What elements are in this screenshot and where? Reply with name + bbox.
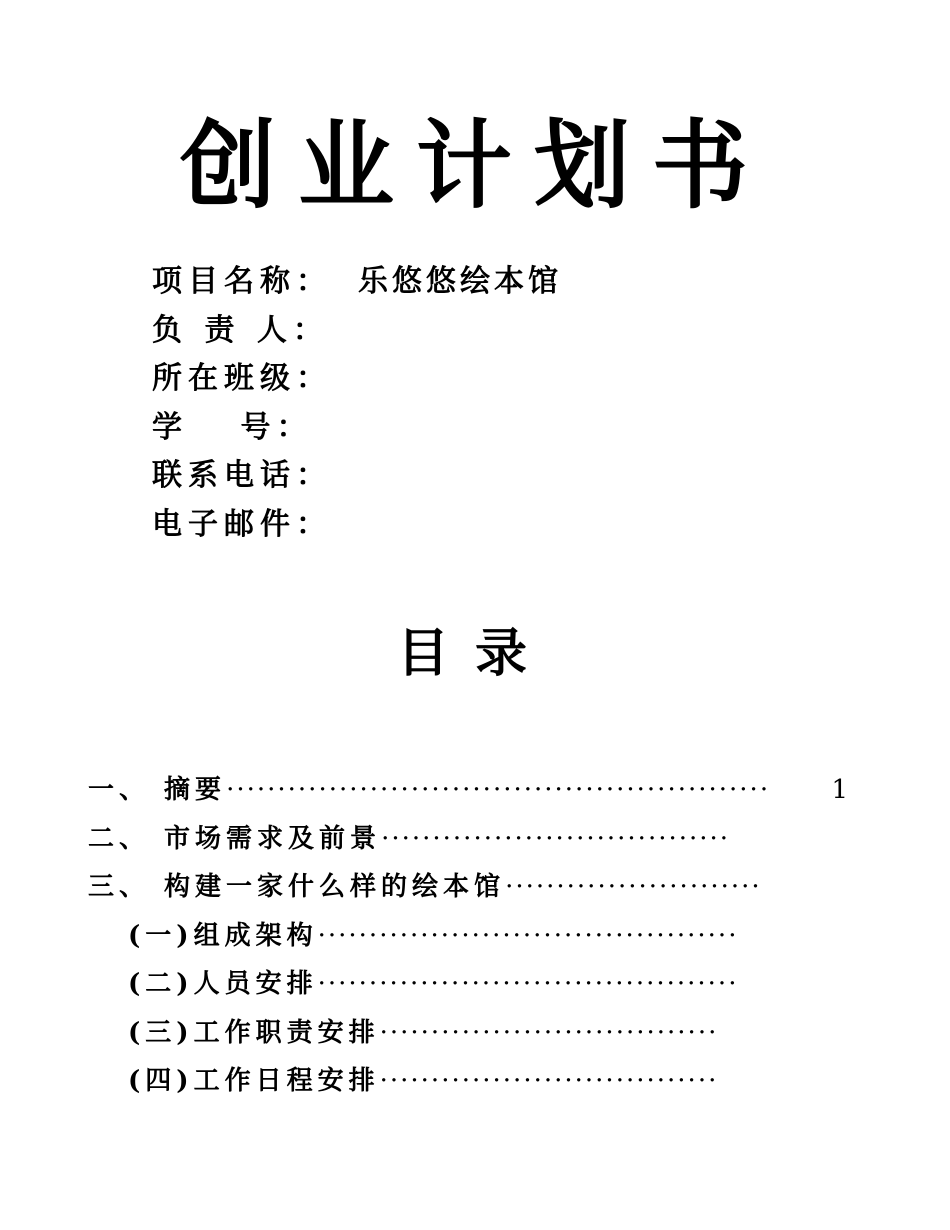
toc-item-leader: ································· xyxy=(379,1066,719,1096)
info-value: 乐悠悠绘本馆 xyxy=(358,264,562,299)
project-info-block xyxy=(152,262,562,553)
table-of-contents xyxy=(88,770,858,1110)
toc-item-leader: ································· xyxy=(379,1017,719,1048)
info-row-phone xyxy=(152,456,562,505)
toc-item-leader: ····················································· xyxy=(226,775,771,805)
toc-item-text: (二)人员安排 xyxy=(128,969,318,999)
toc-item-leader: ·································· xyxy=(381,823,731,854)
document-title: 创业计划书 xyxy=(180,109,770,222)
info-label: 项目名称： xyxy=(152,264,332,299)
info-label: 负 责 人： xyxy=(152,312,329,348)
toc-item-leader: ········································· xyxy=(317,969,739,999)
info-row-class xyxy=(152,359,562,408)
info-label: 电子邮件： xyxy=(152,506,332,542)
toc-item-leader: ········································· xyxy=(317,920,739,951)
info-label: 所在班级： xyxy=(152,361,332,396)
toc-subitem[interactable] xyxy=(128,916,858,965)
info-row-leader xyxy=(152,311,562,360)
info-row-project-name xyxy=(152,262,562,311)
toc-item-leader: ························· xyxy=(505,872,762,902)
toc-item-text: (一)组成架构 xyxy=(128,920,318,951)
toc-item-text: (四)工作日程安排 xyxy=(128,1066,380,1096)
info-label: 联系电话： xyxy=(152,458,332,493)
toc-item[interactable] xyxy=(88,867,858,916)
toc-subitem[interactable] xyxy=(128,964,858,1013)
toc-subitem[interactable] xyxy=(128,1061,858,1110)
info-row-student-id xyxy=(152,408,562,457)
toc-item[interactable] xyxy=(88,770,858,819)
toc-title: 目录 xyxy=(396,623,553,684)
toc-item-text: 一、 摘要 xyxy=(88,775,227,805)
info-label: 学 号： xyxy=(152,409,313,445)
info-row-email xyxy=(152,505,562,554)
toc-item-text: 二、 市场需求及前景 xyxy=(88,823,382,854)
toc-item-text: (三)工作职责安排 xyxy=(128,1017,380,1048)
toc-item[interactable] xyxy=(88,819,858,868)
toc-subitem[interactable] xyxy=(128,1013,858,1062)
toc-item-page: 1 xyxy=(831,775,848,805)
toc-item-text: 三、 构建一家什么样的绘本馆 xyxy=(88,872,506,902)
